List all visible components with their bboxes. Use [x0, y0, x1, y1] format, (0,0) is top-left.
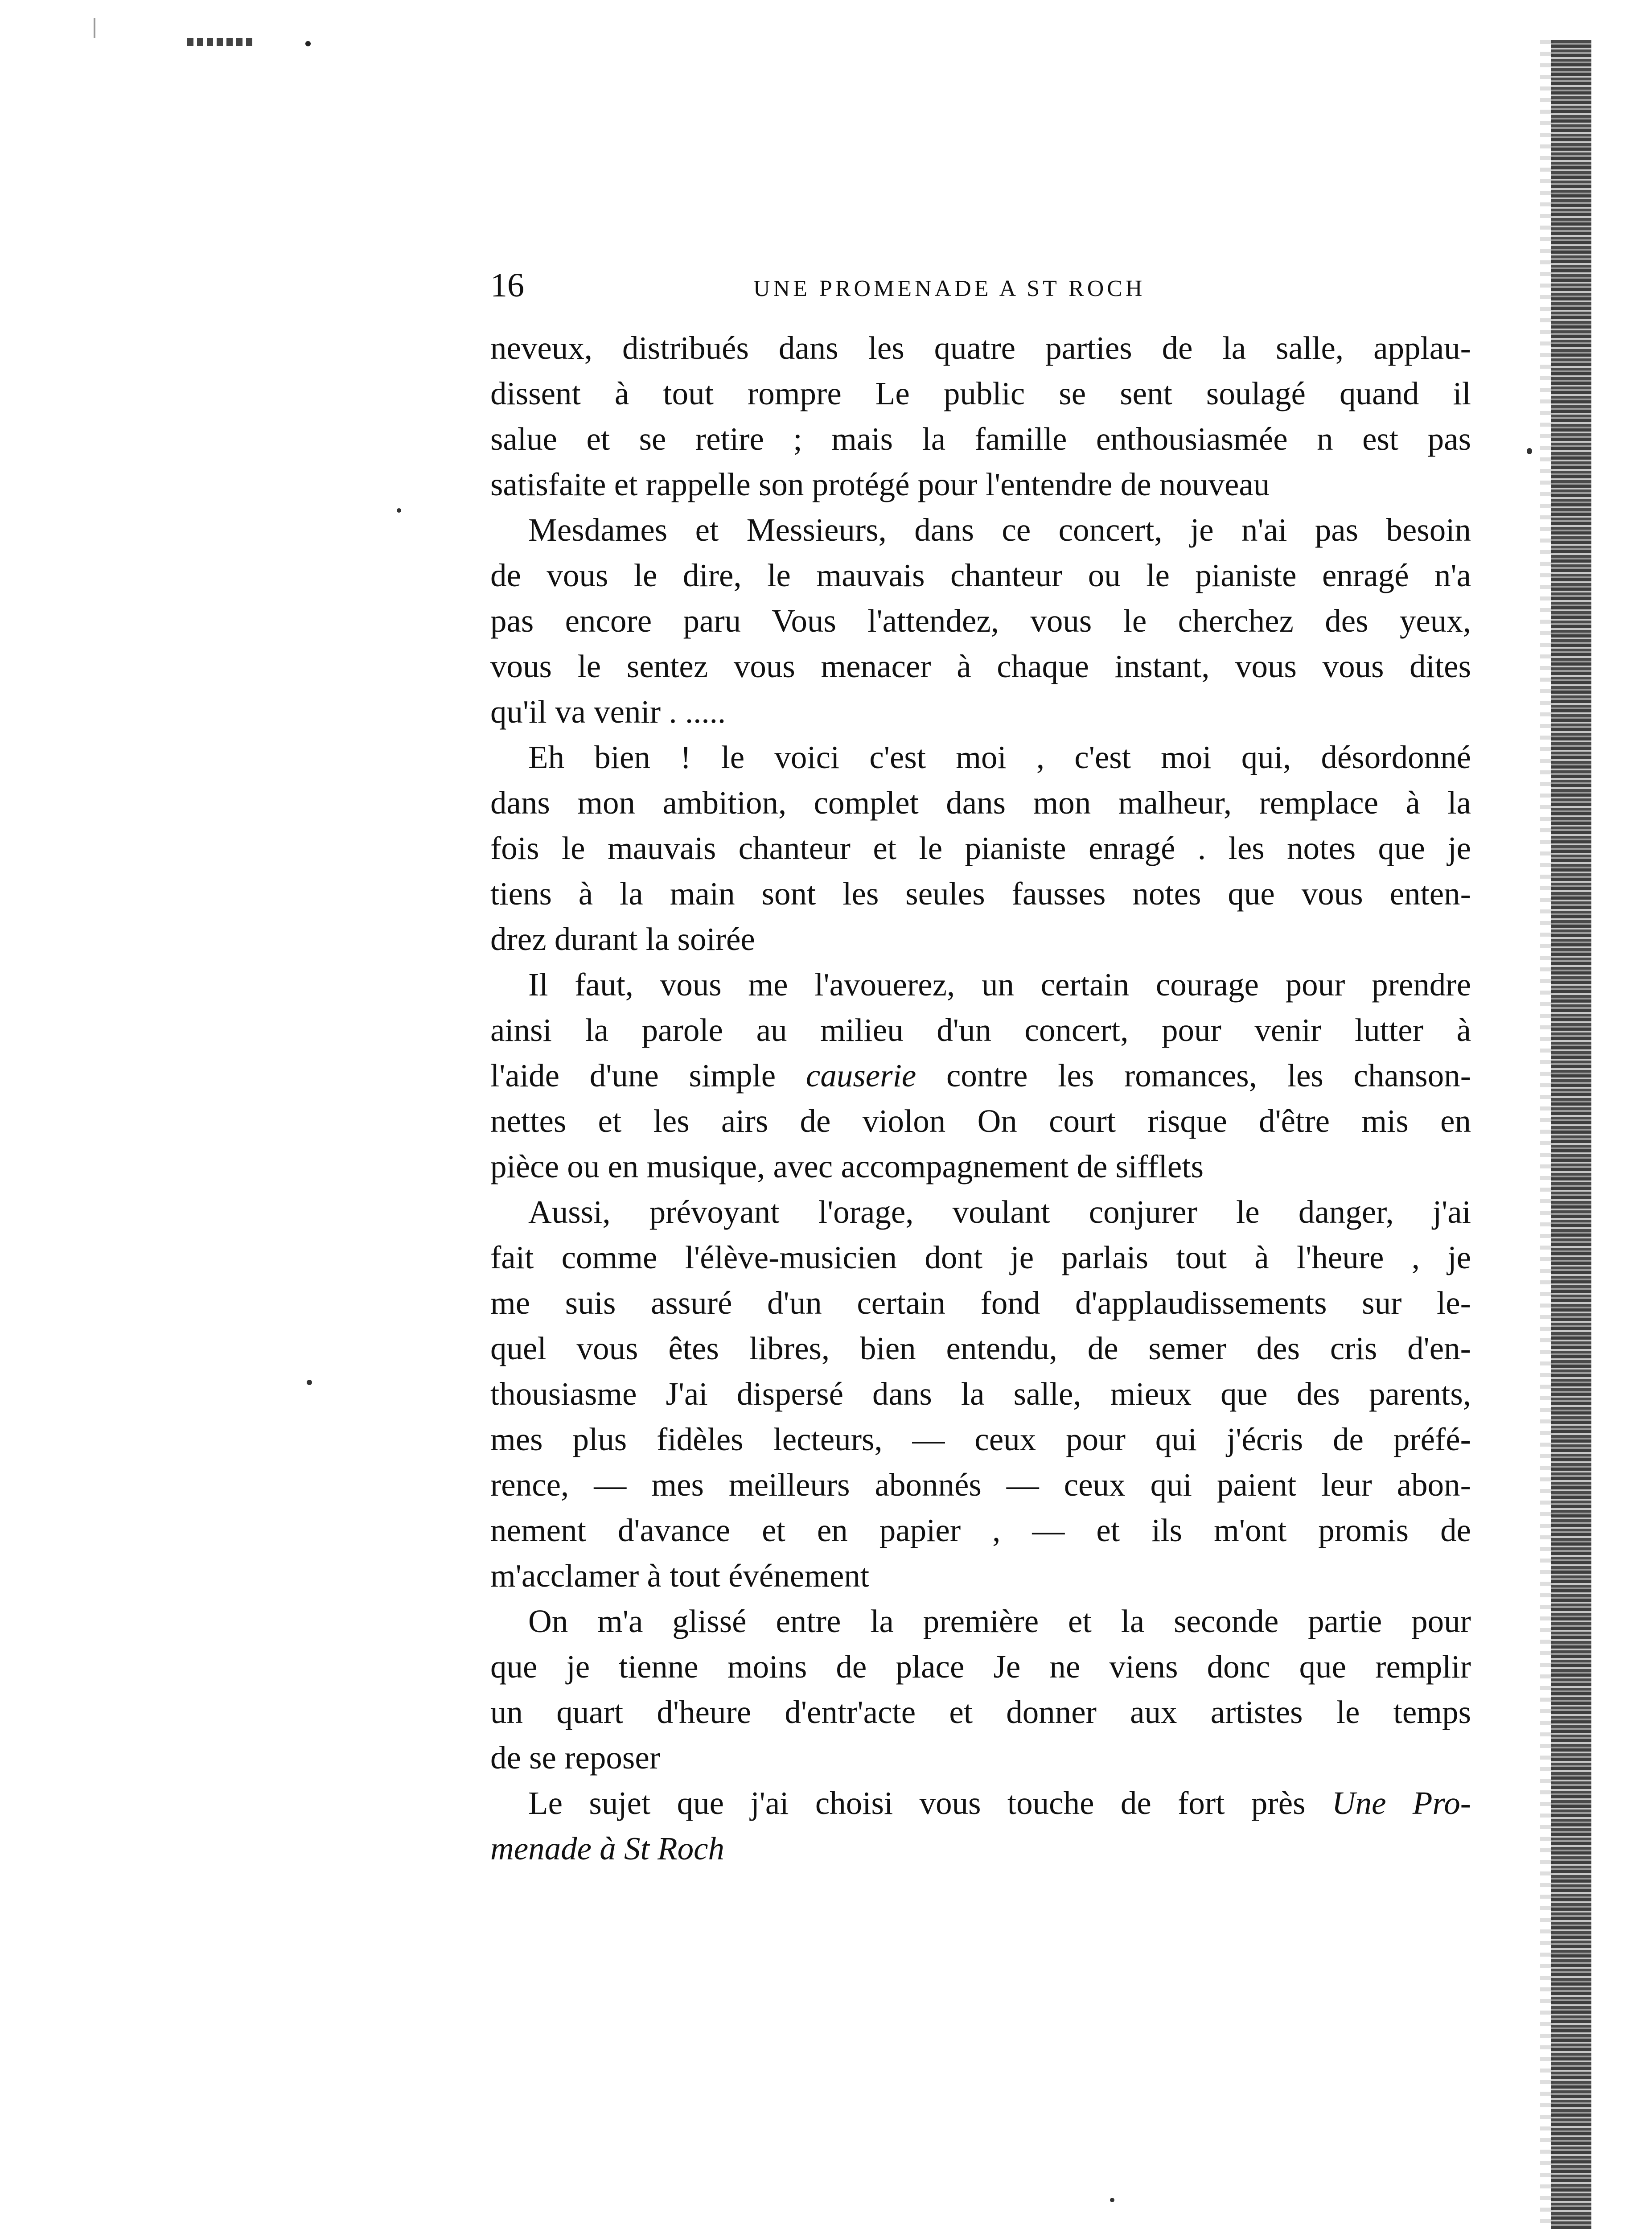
scan-speck [1527, 448, 1532, 454]
text-line: thousiasme J'ai dispersé dans la salle, mieux que des parents, [490, 1376, 1471, 1412]
body-text [490, 325, 1471, 1871]
text-line [490, 1826, 1471, 1871]
scan-mark [94, 18, 95, 38]
text-span: l'aide d'une simple [490, 1057, 776, 1094]
text-line: neveux, distribués dans les quatre parties de la salle, applau- [490, 330, 1471, 366]
text-line: rence, — mes meilleurs abonnés — ceux qui paient leur abon- [490, 1467, 1471, 1503]
text-line: pas encore paru Vous l'attendez, vous le cherchez des yeux, [490, 603, 1471, 639]
text-line: Aussi, prévoyant l'orage, voulant conjurer le danger, j'ai [528, 1194, 1471, 1230]
text-span: Le sujet que j'ai choisi vous touche de fort près [528, 1785, 1306, 1821]
italic-word: causerie [805, 1057, 916, 1094]
text-line: Mesdames et Messieurs, dans ce concert, je n'ai pas besoin [528, 512, 1471, 548]
text-line: dans mon ambition, complet dans mon malheur, remplace à la [490, 785, 1471, 821]
text-line: fois le mauvais chanteur et le pianiste enragé . les notes que je [490, 830, 1471, 866]
text-line: vous le sentez vous menacer à chaque instant, vous vous dites [490, 648, 1471, 684]
text-line: dissent à tout rompre Le public se sent soulagé quand il [490, 375, 1471, 411]
text-line: un quart d'heure d'entr'acte et donner aux artistes le temps [490, 1694, 1471, 1730]
text-line [490, 1053, 1471, 1098]
text-line: satisfaite et rappelle son protégé pour l'entendre de nouveau [490, 466, 1270, 502]
text-line: ainsi la parole au milieu d'un concert, pour venir lutter à [490, 1012, 1471, 1048]
page-edge-scan-artifact [1551, 40, 1591, 2229]
text-line: m'acclamer à tout événement [490, 1558, 870, 1594]
text-line: tiens à la main sont les seules fausses notes que vous enten- [490, 876, 1471, 912]
text-line: que je tienne moins de place Je ne viens donc que remplir [490, 1649, 1471, 1685]
text-line: Eh bien ! le voici c'est moi , c'est moi qui, désordonné [528, 739, 1471, 775]
text-line: me suis assuré d'un certain fond d'applaudissements sur le- [490, 1285, 1471, 1321]
text-span: contre les romances, les chanson- [946, 1057, 1471, 1094]
text-line: pièce ou en musique, avec accompagnement de sifflets [490, 1148, 1204, 1184]
scan-speck [1110, 2198, 1114, 2202]
text-line: drez durant la soirée [490, 921, 755, 957]
text-line: On m'a glissé entre la première et la seconde partie pour [528, 1603, 1471, 1639]
scan-artifact-top [187, 38, 254, 46]
text-line: qu'il va venir . ..... [490, 694, 726, 730]
italic-title: menade à St Roch [490, 1830, 725, 1867]
text-line: mes plus fidèles lecteurs, — ceux pour qui j'écris de préfé- [490, 1421, 1471, 1457]
scan-speck [397, 508, 401, 513]
page-number: 16 [490, 267, 524, 304]
text-line: quel vous êtes libres, bien entendu, de semer des cris d'en- [490, 1330, 1471, 1366]
text-line: Il faut, vous me l'avouerez, un certain courage pour prendre [528, 966, 1471, 1003]
running-head: UNE PROMENADE A ST ROCH [753, 276, 1146, 301]
page-header [490, 263, 1471, 312]
text-line: nement d'avance et en papier , — et ils m'ont promis de [490, 1512, 1471, 1548]
text-line: de vous le dire, le mauvais chanteur ou le pianiste enragé n'a [490, 557, 1471, 593]
text-line [490, 1781, 1471, 1826]
text-line: salue et se retire ; mais la famille enthousiasmée n est pas [490, 421, 1471, 457]
text-line: de se reposer [490, 1740, 661, 1776]
text-line: fait comme l'élève-musicien dont je parlais tout à l'heure , je [490, 1239, 1471, 1275]
scan-speck [305, 41, 311, 46]
italic-title: Une Pro- [1331, 1785, 1471, 1821]
text-line: nettes et les airs de violon On court risque d'être mis en [490, 1103, 1471, 1139]
scan-speck [307, 1380, 312, 1385]
